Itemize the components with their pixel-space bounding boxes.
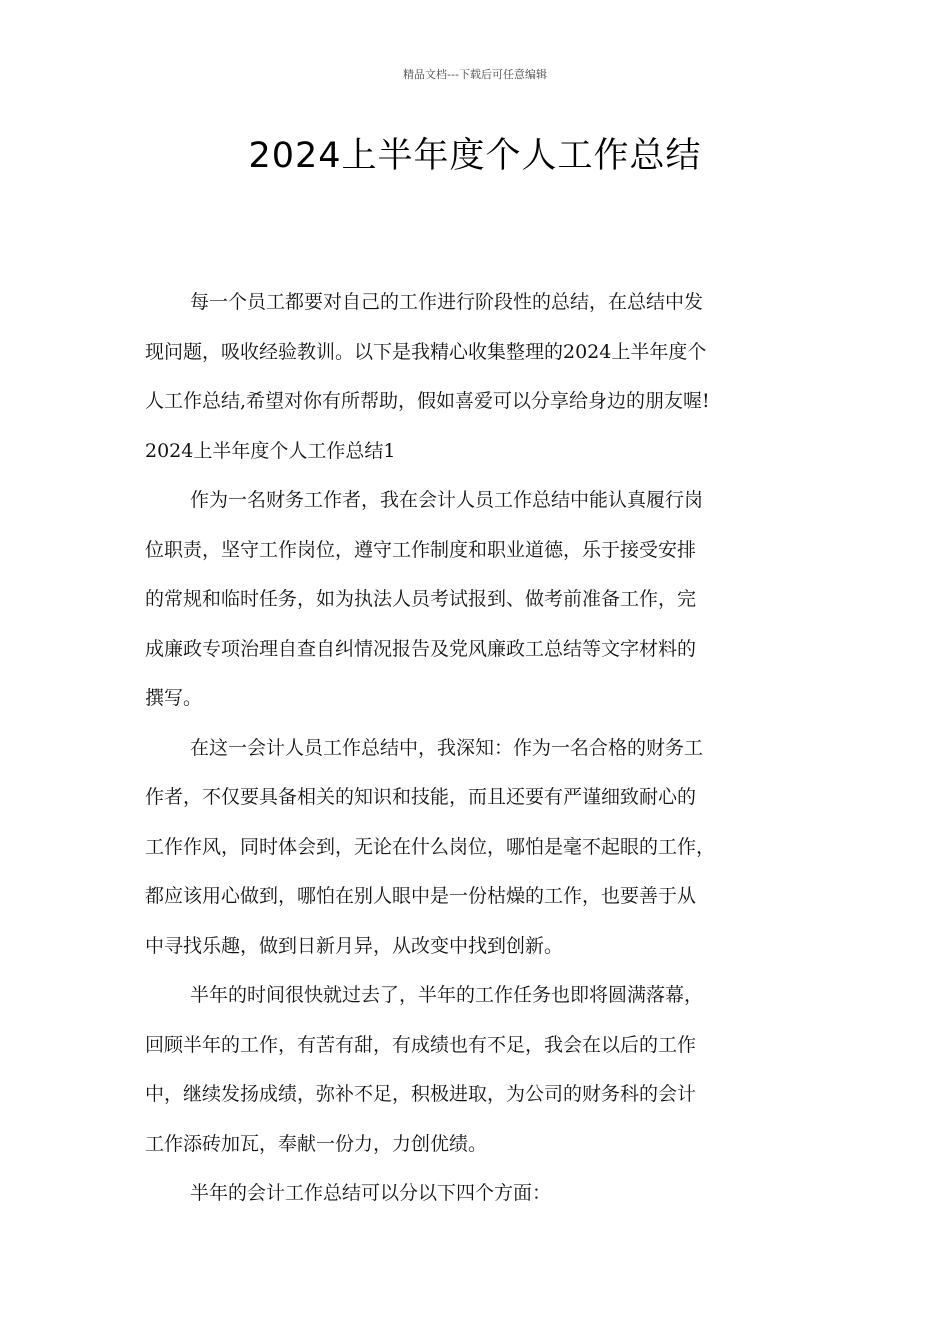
- paragraph-line: 人工作总结,希望对你有所帮助，假如喜爱可以分享给身边的朋友喔!: [145, 390, 710, 412]
- paragraph-line: 在这一会计人员工作总结中，我深知：作为一名合格的财务工: [190, 736, 704, 759]
- paragraph-line: 中，继续发扬成绩，弥补不足，积极进取，为公司的财务科的会计: [145, 1083, 697, 1105]
- paragraph-line: 位职责，坚守工作岗位，遵守工作制度和职业道德，乐于接受安排: [145, 538, 697, 561]
- paragraph-line: 半年的时间很快就过去了，半年的工作任务也即将圆满落幕，: [190, 984, 704, 1006]
- paragraph-line: 工作作风，同时体会到，无论在什么岗位，哪怕是毫不起眼的工作，: [145, 835, 716, 858]
- paragraph-line: 每一个员工都要对自己的工作进行阶段性的总结，在总结中发: [190, 291, 704, 313]
- paragraph-line: 回顾半年的工作，有苦有甜，有成绩也有不足，我会在以后的工作: [145, 1033, 697, 1056]
- paragraph-line: 中寻找乐趣，做到日新月异，从改变中找到创新。: [145, 934, 564, 957]
- document-body: [145, 278, 825, 1219]
- header-note: 精品文档---下载后可任意编辑: [403, 68, 547, 81]
- paragraph-line: 成廉政专项治理自查自纠情况报告及党风廉政工总结等文字材料的: [145, 637, 697, 660]
- paragraph-line: 半年的会计工作总结可以分以下四个方面：: [190, 1182, 552, 1204]
- paragraph-line: 作者，不仅要具备相关的知识和技能，而且还要有严谨细致耐心的: [145, 786, 697, 808]
- page-title: 2024上半年度个人工作总结: [248, 136, 702, 176]
- paragraph-line: 撰写。: [145, 687, 203, 709]
- paragraph-line: 现问题，吸收经验教训。以下是我精心收集整理的2024上半年度个: [145, 340, 707, 363]
- paragraph-line: 作为一名财务工作者，我在会计人员工作总结中能认真履行岗: [190, 489, 704, 511]
- paragraph-line: 工作添砖加瓦，奉献一份力，力创优绩。: [145, 1132, 488, 1155]
- paragraph-line: 的常规和临时任务，如为执法人员考试报到、做考前准备工作，完: [145, 588, 697, 610]
- paragraph-line: 都应该用心做到，哪怕在别人眼中是一份枯燥的工作，也要善于从: [145, 885, 697, 907]
- section-heading: 2024上半年度个人工作总结1: [145, 439, 396, 462]
